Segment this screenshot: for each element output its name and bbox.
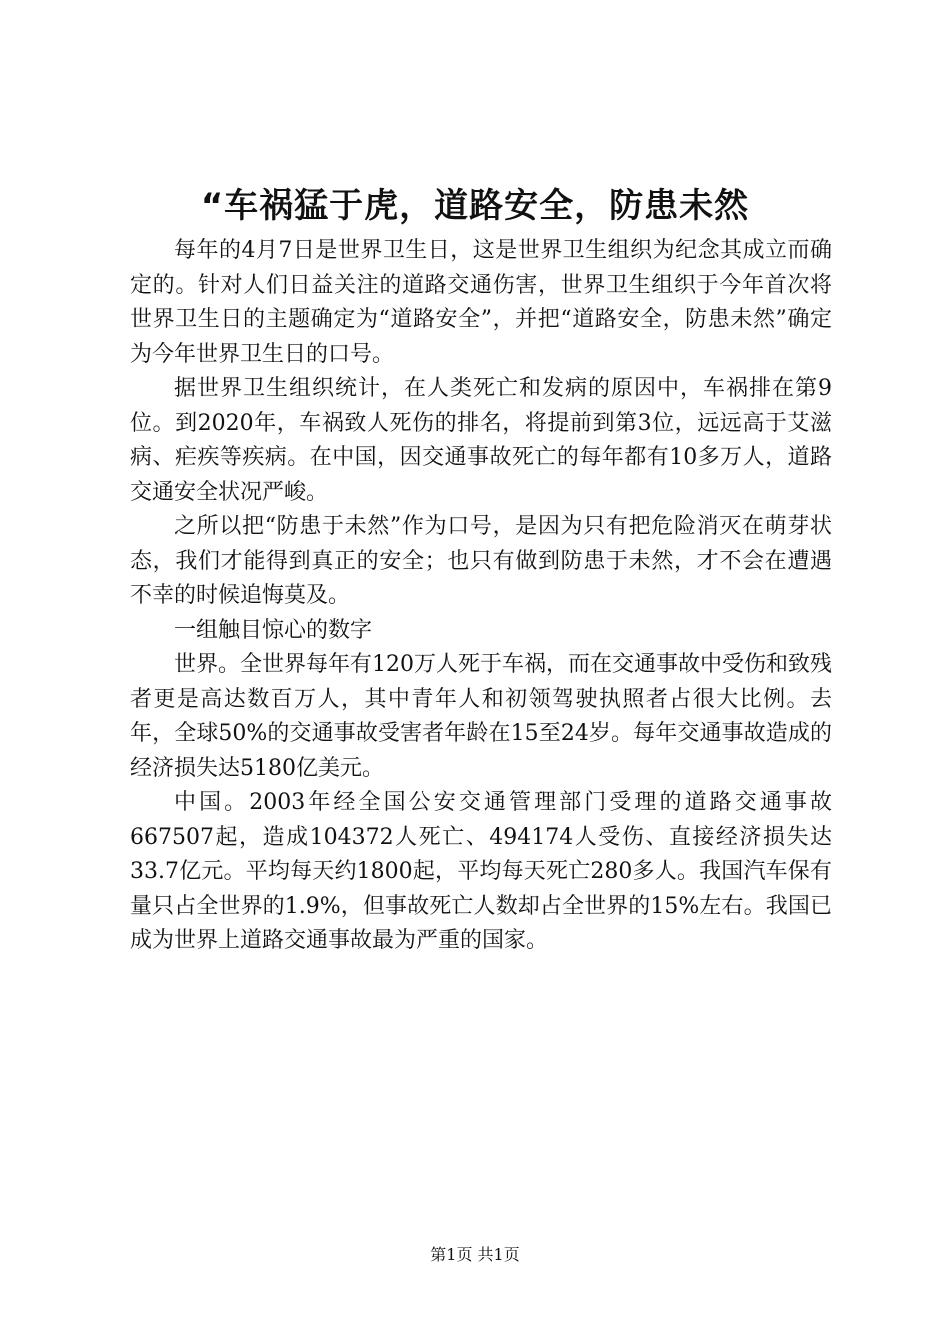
paragraph-world-health-day: 每年的4月7日是世界卫生日，这是世界卫生组织为纪念其成立而确定的。针对人们日益关注的道路交通伤害，世界卫生组织于今年首次将世界卫生日的主题确定为“道路安全”，并把“道路安全，防患未然”确定为今年世界卫生日的口号。 [130,238,832,367]
page-footer: 第1页 共1页 [430,1245,520,1264]
paragraph-prevention-slogan: 之所以把“防患于未然”作为口号，是因为只有把危险消灭在萌芽状态，我们才能得到真正的安全；也只有做到防患于未然，才不会在遭遇不幸的时候追悔莫及。 [130,514,832,608]
paragraph-world-figures: 世界。全世界每年有120万人死于车祸，而在交通事故中受伤和致残者更是高达数百万人，其中青年人和初领驾驶执照者占很大比例。去年，全球50%的交通事故受害者年龄在15至24岁。每年交通事故造成的经济损失达5180亿美元。 [130,652,832,781]
paragraph-who-statistics: 据世界卫生组织统计，在人类死亡和发病的原因中，车祸排在第9位。到2020年，车祸致人死伤的排名，将提前到第3位，远远高于艾滋病、疟疾等疾病。在中国，因交通事故死亡的每年都有10多万人，道路交通安全状况严峻。 [130,376,832,505]
document-body [130,234,832,959]
paragraph-china-figures: 中国。2003年经全国公安交通管理部门受理的道路交通事故667507起，造成104372人死亡、494174人受伤、直接经济损失达33.7亿元。平均每天约1800起，平均每天死亡280多人。我国汽车保有量只占全世界的1.9%，但事故死亡人数却占全世界的15%左右。我国已成为世界上道路交通事故最为严重的国家。 [130,790,832,953]
document-title: “车祸猛于虎，道路安全，防患未然 [200,186,750,226]
section-heading-numbers: 一组触目惊心的数字 [174,617,373,643]
